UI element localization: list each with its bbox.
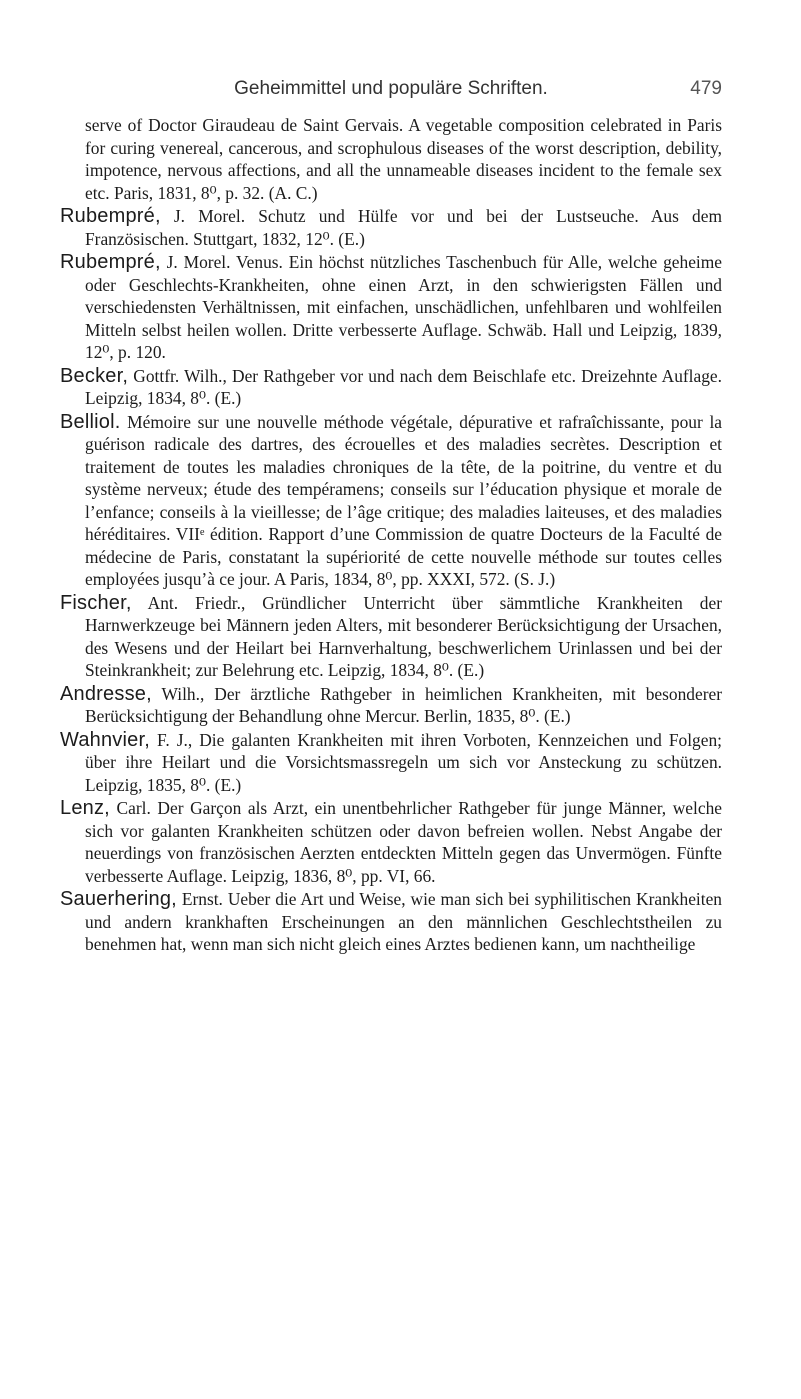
entry-text: Carl. Der Garçon als Arzt, ein unentbehrlicher Rathgeber für junge Männer, welche sich vor galanten Krankheiten schützen oder davon befreien wollen. Nebst Angabe der neuerdings von französischen Aerzten entdeckten Mitteln gegen das Unvermögen. Fünfte verbesserte Auflage. Leipzig, 1836, 8⁰, pp. VI, 66. — [85, 798, 722, 886]
entry-author: Belliol. — [60, 410, 121, 433]
bibliography-entry — [60, 114, 722, 204]
entry-text: Gottfr. Wilh., Der Rathgeber vor und nach dem Beischlafe etc. Dreizehnte Auflage. Leipzig, 1834, 8⁰. (E.) — [85, 365, 722, 408]
entry-author: Rubempré, — [60, 251, 161, 273]
entry-author: Fischer, — [60, 591, 132, 614]
entry-text: F. J., Die galanten Krankheiten mit ihren Vorboten, Kennzeichen und Folgen; über ihre Heilart und die Vorsichtsmassregeln um sich vor Ansteckung zu schützen. Leipzig, 1835, 8⁰. (E.) — [85, 729, 722, 795]
bibliography-entry — [60, 592, 722, 682]
bibliography-entry — [60, 797, 722, 887]
entry-text: Ernst. Ueber die Art und Weise, wie man sich bei syphilitischen Krankheiten und andern krankhaften Erscheinungen an den männlichen Geschlechtstheilen zu benehmen hat, wenn man sich nicht gleich eines Arztes bedienen kann, um nachtheilige — [85, 889, 722, 954]
bibliography-entry — [60, 683, 722, 728]
entry-author: Becker, — [60, 364, 129, 387]
bibliography-entry — [60, 729, 722, 797]
entry-text: J. Morel. Schutz und Hülfe vor und bei der Lustseuche. Aus dem Französischen. Stuttgart, 1832, 12⁰. (E.) — [85, 206, 722, 249]
entry-text: serve of Doctor Giraudeau de Saint Gervais. A vegetable composition celebrated in Paris for curing venereal, cancerous, and scrophulous diseases of the worst description, debility, impotence, nervous affections, and all the unnameable diseases incident to the female sex etc. Paris, 1831, 8⁰, p. 32. (A. C.) — [85, 115, 722, 203]
entry-author: Wahnvier, — [60, 728, 150, 751]
entry-text: Ant. Friedr., Gründlicher Unterricht über sämmtliche Krankheiten der Harnwerkzeuge bei Männern jeden Alters, mit besonderer Berücksichtigung der Ursachen, des Wesens und der Heilart bei Harnverhaltung, beschwerlichem Urinlassen und bei der Steinkrankheit; zur Belehrung etc. Leipzig, 1834, 8⁰. (E.) — [85, 592, 722, 680]
running-header — [60, 78, 722, 106]
bibliography-entry — [60, 205, 722, 250]
entry-author: Lenz, — [60, 797, 110, 819]
entry-author: Andresse, — [60, 682, 152, 705]
entry-text: J. Morel. Venus. Ein höchst nützliches Taschenbuch für Alle, welche geheime oder Geschlechts-Krankheiten, ohne einen Arzt, in den schwierigsten Fällen und verschiedensten Verhältnissen, mit einfachen, unschädlichen, unfehlbaren und wohlfeilen Mitteln selbst heilen wollen. Dritte verbesserte Auflage. Schwäb. Hall und Leipzig, 1839, 12⁰, p. 120. — [85, 252, 722, 362]
bibliography-entry — [60, 888, 722, 956]
bibliography-entry — [60, 411, 722, 591]
entry-text: Mémoire sur une nouvelle méthode végétale, dépurative et rafraîchissante, pour la guérison radicale des dartres, des écrouelles et des maladies secrètes. Description et traitement de toutes les maladies chroniques de la tête, de la poitrine, du ventre et du système nerveux; étude des tempéramens; conseils sur l’éducation physique et morale de l’enfance; conseils à la vieillesse; de l’âge critique; des maladies laiteuses, et des maladies héréditaires. VIIᵉ édition. Rapport d’une Commission de quatre Docteurs de la Faculté de médecine de Paris, constatant la supériorité de cette nouvelle méthode sur toutes celles employées jusqu’à ce jour. A Paris, 1834, 8⁰, pp. XXXI, 572. (S. J.) — [85, 411, 722, 589]
page-number: 479 — [690, 78, 722, 99]
bibliography-entry — [60, 251, 722, 364]
bibliography-list — [60, 114, 722, 957]
entry-author: Rubempré, — [60, 205, 161, 227]
entry-author: Sauerhering, — [60, 888, 177, 910]
entry-text: Wilh., Der ärztliche Rathgeber in heimlichen Krankheiten, mit besonderer Berücksichtigung der Behandlung ohne Mercur. Berlin, 1835, 8⁰. (E.) — [85, 683, 722, 726]
running-title: Geheimmittel und populäre Schriften. — [234, 78, 548, 99]
bibliography-entry — [60, 365, 722, 410]
